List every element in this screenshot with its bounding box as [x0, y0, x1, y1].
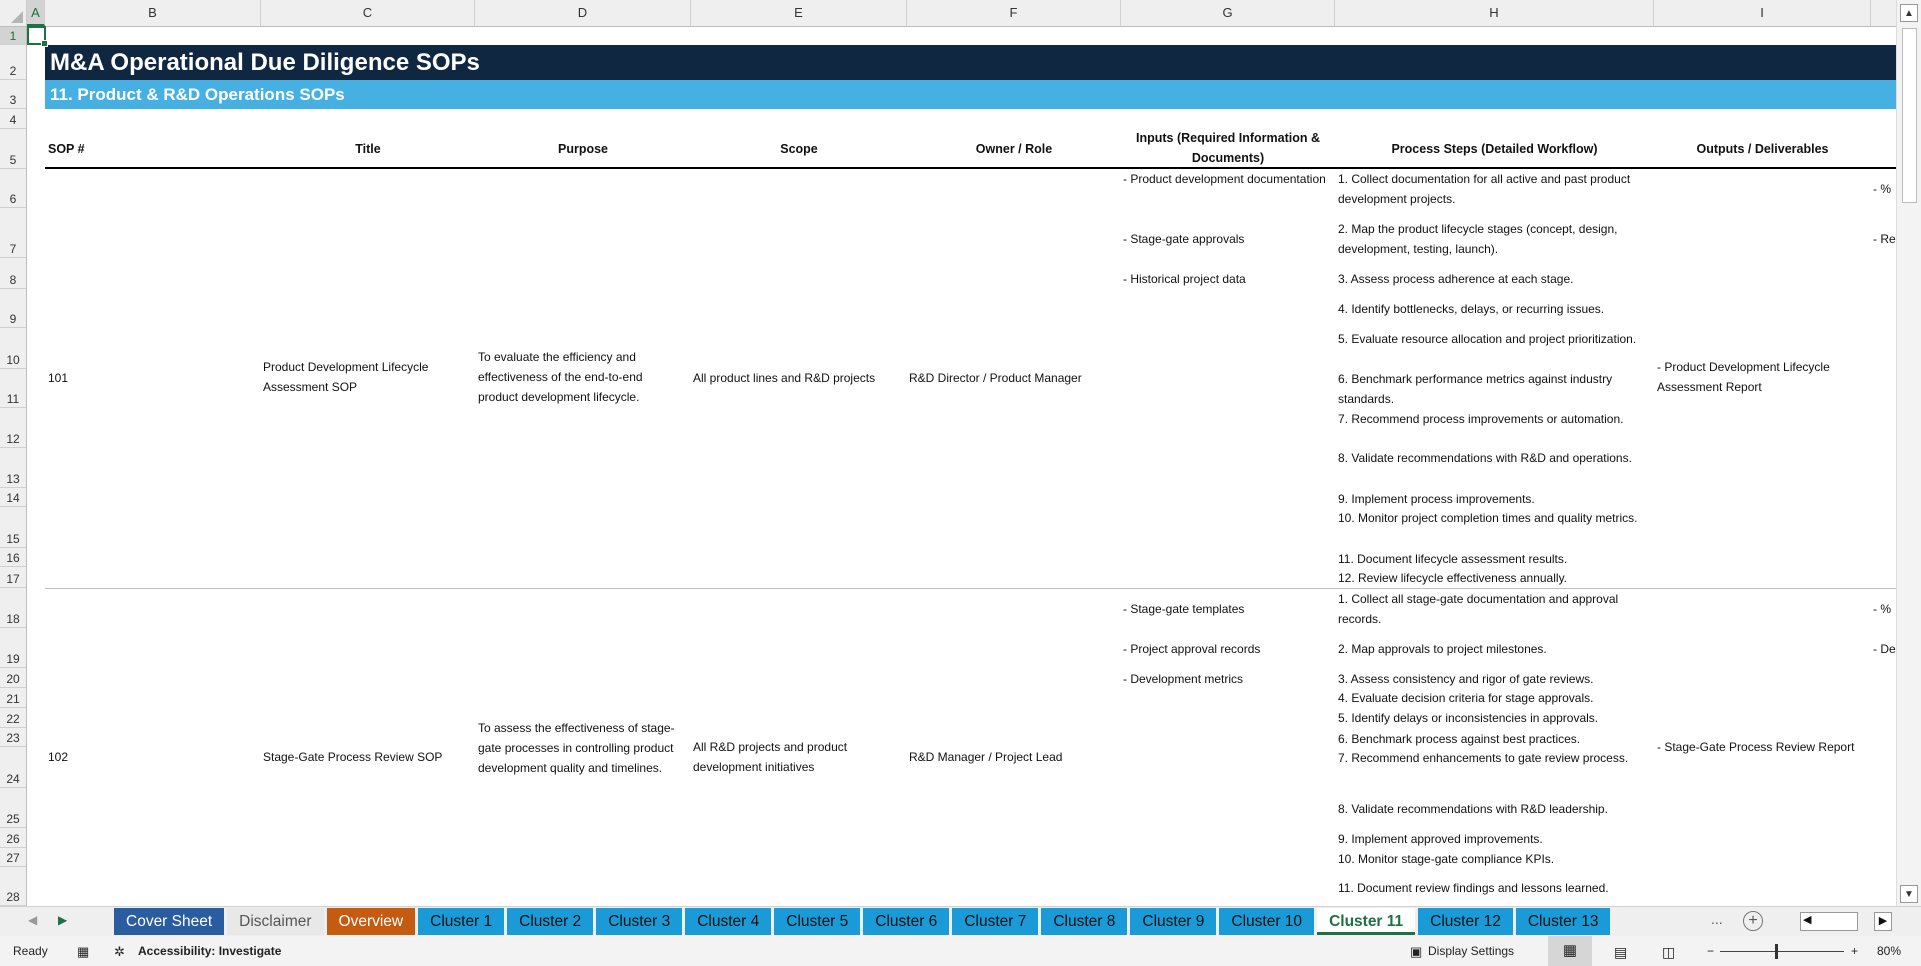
selected-cell-a1[interactable] — [27, 26, 46, 45]
process-step: 9. Implement approved improvements. — [1338, 832, 1543, 846]
sheet-tab-cluster-12[interactable]: Cluster 12 — [1418, 908, 1513, 935]
normal-view-icon[interactable]: ▦ — [1548, 936, 1592, 966]
zoom-out-icon[interactable]: − — [1707, 944, 1715, 958]
row-header-25[interactable]: 25 — [0, 788, 26, 828]
row-header-8[interactable]: 8 — [0, 258, 26, 289]
sop-owner: R&D Director / Product Manager — [909, 371, 1082, 385]
process-step: 1. Collect documentation for all active and past product development projects. — [1338, 172, 1631, 206]
process-step: 9. Implement process improvements. — [1338, 492, 1535, 506]
vertical-scrollbar[interactable] — [1896, 0, 1921, 906]
select-all-corner[interactable] — [0, 0, 27, 26]
header-sop-number: SOP # — [48, 142, 85, 156]
row-header-7[interactable]: 7 — [0, 208, 26, 258]
column-i-text: - % — [1873, 182, 1891, 196]
column-header-f[interactable]: F — [907, 0, 1121, 26]
row-header-3[interactable]: 3 — [0, 80, 26, 109]
row-header-1[interactable]: 1 — [0, 27, 26, 45]
row-header-12[interactable]: 12 — [0, 408, 26, 448]
sheet-tab-cluster-9[interactable]: Cluster 9 — [1130, 908, 1216, 935]
process-step: 10. Monitor project completion times and quality metrics. — [1338, 511, 1638, 525]
process-step: 4. Evaluate decision criteria for stage approvals. — [1338, 691, 1594, 705]
scroll-down-arrow-icon[interactable]: ▼ — [1900, 885, 1918, 903]
row-header-15[interactable]: 15 — [0, 507, 26, 548]
row-headers — [0, 27, 27, 906]
column-header-b[interactable]: B — [45, 0, 261, 26]
column-header-i[interactable]: I — [1654, 0, 1871, 26]
zoom-in-icon[interactable]: + — [1851, 944, 1859, 958]
row-header-23[interactable]: 23 — [0, 728, 26, 747]
column-header-e[interactable]: E — [691, 0, 907, 26]
sop-outputs: - Stage-Gate Process Review Report — [1657, 740, 1855, 754]
status-bar — [0, 936, 1921, 966]
zoom-slider-track[interactable] — [1720, 951, 1844, 952]
row-header-27[interactable]: 27 — [0, 848, 26, 867]
zoom-slider-thumb[interactable] — [1775, 944, 1778, 959]
column-i-text: - De — [1873, 642, 1896, 656]
row-header-13[interactable]: 13 — [0, 448, 26, 488]
row-header-26[interactable]: 26 — [0, 828, 26, 848]
column-headers — [0, 0, 1896, 27]
column-header-h[interactable]: H — [1335, 0, 1654, 26]
process-step: 8. Validate recommendations with R&D and operations. — [1338, 451, 1632, 465]
accessibility-icon[interactable]: ✲ — [114, 944, 125, 959]
process-step: 11. Document review findings and lessons learned. — [1338, 881, 1609, 895]
row-header-20[interactable]: 20 — [0, 668, 26, 688]
process-step: 12. Review lifecycle effectiveness annually. — [1338, 571, 1568, 585]
process-step: 11. Document lifecycle assessment results. — [1338, 552, 1568, 566]
row-header-21[interactable]: 21 — [0, 688, 26, 708]
sop-purpose: To evaluate the efficiency and effectiveness of the end-to-end product development lifecycle. — [478, 350, 643, 404]
row-header-19[interactable]: 19 — [0, 628, 26, 668]
process-step: 1. Collect all stage-gate documentation and approval records. — [1338, 592, 1619, 626]
display-settings-button[interactable]: Display Settings — [1428, 944, 1515, 958]
macro-record-icon[interactable]: ▦ — [77, 944, 90, 959]
header-inputs: Inputs (Required Information & Documents) — [1135, 131, 1321, 165]
sheet-tab-cluster-5[interactable]: Cluster 5 — [774, 908, 860, 935]
process-step: 8. Validate recommendations with R&D leadership. — [1338, 802, 1608, 816]
sop-input-item: - Historical project data — [1123, 272, 1246, 286]
hscroll-right-icon[interactable]: ▶ — [1874, 912, 1892, 931]
sop-input-item: - Stage-gate templates — [1123, 602, 1245, 616]
header-title: Title — [355, 142, 381, 156]
tab-scroll-left-icon[interactable]: ◀ — [28, 913, 38, 927]
page-break-view-icon[interactable]: ◫ — [1662, 944, 1676, 960]
column-header-a[interactable]: A — [27, 0, 45, 26]
process-step: 4. Identify bottlenecks, delays, or recurring issues. — [1338, 302, 1605, 316]
column-i-text: - Re — [1873, 232, 1896, 246]
row-header-5[interactable]: 5 — [0, 129, 26, 169]
sop-input-item: - Project approval records — [1123, 642, 1261, 656]
sop-title: Product Development Lifecycle Assessment SOP — [263, 360, 429, 394]
row-header-24[interactable]: 24 — [0, 747, 26, 788]
sheet-tab-cluster-6[interactable]: Cluster 6 — [863, 908, 949, 935]
sheet-tab-disclaimer[interactable]: Disclaimer — [227, 908, 323, 935]
sheet-tab-bar — [0, 906, 1921, 936]
row-header-11[interactable]: 11 — [0, 369, 26, 408]
process-step: 7. Recommend process improvements or automation. — [1338, 412, 1624, 426]
process-step: 3. Assess consistency and rigor of gate reviews. — [1338, 672, 1594, 686]
sop-input-item: - Product development documentation — [1123, 172, 1326, 186]
sheet-tab-cluster-4[interactable]: Cluster 4 — [685, 908, 771, 935]
row-header-17[interactable]: 17 — [0, 567, 26, 588]
column-i-partial — [1871, 170, 1896, 906]
row-header-28[interactable]: 28 — [0, 867, 26, 906]
row-header-18[interactable]: 18 — [0, 588, 26, 628]
process-step: 2. Map the product lifecycle stages (concept, design, development, testing, launch). — [1338, 222, 1618, 256]
sheet-tab-cluster-13[interactable]: Cluster 13 — [1516, 908, 1611, 935]
process-step: 3. Assess process adherence at each stage. — [1338, 272, 1574, 286]
row-header-6[interactable]: 6 — [0, 169, 26, 208]
add-sheet-plus-icon[interactable]: + — [1743, 911, 1763, 931]
sheet-tab-cluster-1[interactable]: Cluster 1 — [418, 908, 504, 935]
header-outputs: Outputs / Deliverables — [1696, 142, 1829, 156]
process-step: 10. Monitor stage-gate compliance KPIs. — [1338, 852, 1555, 866]
display-settings-icon[interactable]: ▣ — [1410, 944, 1423, 959]
column-header-c[interactable]: C — [261, 0, 475, 26]
sop-owner: R&D Manager / Project Lead — [909, 750, 1063, 764]
column-header-d[interactable]: D — [475, 0, 691, 26]
sheet-tab-cover-sheet[interactable]: Cover Sheet — [114, 908, 224, 935]
sheet-tab-overview[interactable]: Overview — [327, 908, 416, 935]
scrollbar-thumb[interactable] — [1902, 28, 1917, 203]
sheet-tab-cluster-8[interactable]: Cluster 8 — [1041, 908, 1127, 935]
header-scope: Scope — [780, 142, 818, 156]
page-layout-view-icon[interactable]: ▤ — [1614, 944, 1628, 960]
sheet-tab-cluster-3[interactable]: Cluster 3 — [596, 908, 682, 935]
more-tabs[interactable]: ... — [1711, 911, 1723, 927]
sheet-tab-cluster-2[interactable]: Cluster 2 — [507, 908, 593, 935]
row-header-22[interactable]: 22 — [0, 708, 26, 728]
sheet-title: M&A Operational Due Diligence SOPs — [45, 45, 1896, 80]
sop-number: 101 — [48, 371, 69, 385]
process-step: 5. Identify delays or inconsistencies in approvals. — [1338, 711, 1599, 725]
hscroll-left-icon[interactable]: ◀ — [1803, 914, 1812, 926]
row-header-2[interactable]: 2 — [0, 45, 26, 80]
process-step: 6. Benchmark performance metrics against industry standards. — [1338, 372, 1613, 406]
row-header-9[interactable]: 9 — [0, 289, 26, 328]
accessibility-status[interactable]: Accessibility: Investigate — [138, 944, 282, 958]
row-header-10[interactable]: 10 — [0, 328, 26, 369]
sheet-tab-cluster-10[interactable]: Cluster 10 — [1219, 908, 1314, 935]
process-step: 7. Recommend enhancements to gate review process. — [1338, 751, 1629, 765]
column-i-text: - % — [1873, 602, 1891, 616]
header-owner: Owner / Role — [975, 142, 1053, 156]
sop-input-item: - Stage-gate approvals — [1123, 232, 1245, 246]
header-process-steps: Process Steps (Detailed Workflow) — [1391, 142, 1598, 156]
row-header-4[interactable]: 4 — [0, 109, 26, 129]
zoom-level[interactable]: 80% — [1877, 944, 1902, 958]
sop-scope: All R&D projects and product development initiatives — [693, 740, 848, 774]
process-step: 6. Benchmark process against best practices. — [1338, 732, 1581, 746]
row-header-16[interactable]: 16 — [0, 548, 26, 567]
row-header-14[interactable]: 14 — [0, 488, 26, 507]
scroll-up-arrow-icon[interactable]: ▲ — [1900, 4, 1918, 22]
status-ready: Ready — [13, 944, 48, 958]
sop-title: Stage-Gate Process Review SOP — [263, 750, 443, 764]
process-step: 2. Map approvals to project milestones. — [1338, 642, 1547, 656]
sheet-tab-cluster-11[interactable]: Cluster 11 — [1317, 908, 1415, 935]
tab-scroll-right-icon[interactable]: ▶ — [58, 913, 68, 927]
process-step: 5. Evaluate resource allocation and project prioritization. — [1338, 332, 1637, 346]
sop-purpose: To assess the effectiveness of stage-gate processes in controlling product development quality and timelines. — [478, 721, 675, 775]
sop-scope: All product lines and R&D projects — [693, 371, 876, 385]
sheet-tab-cluster-7[interactable]: Cluster 7 — [952, 908, 1038, 935]
sop-input-item: - Development metrics — [1123, 672, 1244, 686]
sop-outputs: - Product Development Lifecycle Assessment Report — [1657, 360, 1830, 394]
sop-number: 102 — [48, 750, 69, 764]
column-header-g[interactable]: G — [1121, 0, 1335, 26]
section-subtitle: 11. Product & R&D Operations SOPs — [45, 80, 1896, 109]
header-purpose: Purpose — [557, 142, 608, 156]
